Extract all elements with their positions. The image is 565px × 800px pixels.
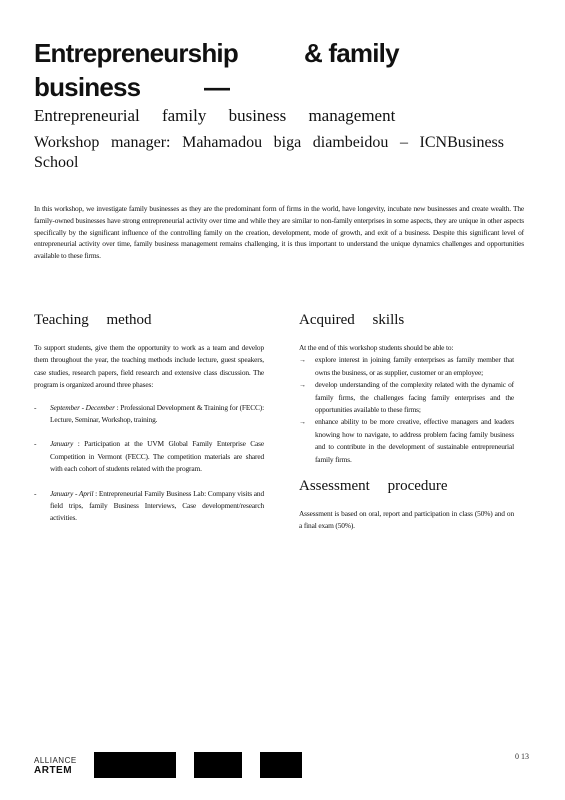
acquired-skills-heading: Acquired skills bbox=[299, 312, 405, 328]
page-number: 0 13 bbox=[515, 752, 529, 761]
assessment-heading: Assessment procedure bbox=[299, 478, 448, 495]
teaching-method-intro: To support students, give them the opportunity to work as a team and develop them throughout the year, the teaching methods include lecture, guest speakers, case studies, research papers, field research and extensive class discussion. The program is organized around three phases: bbox=[34, 343, 264, 390]
alliance-artem-logo bbox=[34, 756, 77, 776]
phase-text: : Participation at the UVM Global Family Enterprise Case Competition in Vermont (FECC). The competition materials are shared with each cohort of students related with the program. bbox=[50, 439, 265, 474]
phase-item bbox=[34, 488, 264, 525]
phase-period: January - April bbox=[50, 488, 94, 498]
phase-item bbox=[34, 402, 264, 427]
redacted-block bbox=[194, 752, 242, 778]
teaching-method-section bbox=[34, 310, 264, 537]
skill-item: → enhance ability to be more creative, effective managers and leaders knowing how to navigate, to address problem facing family business and to contribute in the development of sustainable entrepreneurial family firms. bbox=[299, 416, 514, 466]
page-title bbox=[34, 36, 454, 104]
phase-period: September - December bbox=[50, 402, 115, 412]
skill-item: → develop understanding of the complexity related with the dynamic of family firms, the challenges facing family enterprises and the opportunities available to these firms; bbox=[299, 379, 514, 416]
phase-text: : Entrepreneurial Family Business Lab: Company visits and field trips, family Business Interviews, Case development/research activities. bbox=[50, 488, 265, 523]
title-line-2: business bbox=[34, 72, 141, 102]
acquired-skills-intro: At the end of this workshop students should be able to: bbox=[299, 343, 454, 352]
phase-list bbox=[34, 402, 264, 525]
logo-bottom-text: ARTEM bbox=[34, 765, 73, 776]
title-line-1: Entrepreneurship bbox=[34, 38, 238, 68]
redacted-block bbox=[94, 752, 176, 778]
title-dash: — bbox=[204, 72, 230, 102]
teaching-method-heading: Teaching method bbox=[34, 312, 152, 328]
phase-text: : Professional Development & Training for (FECC): Lecture, Seminar, Workshop, training. bbox=[50, 402, 264, 425]
page-subtitle: Entrepreneurial family business management bbox=[34, 106, 396, 125]
assessment-section bbox=[299, 476, 514, 533]
logo-top-text: ALLIANCE bbox=[34, 756, 77, 765]
phase-item bbox=[34, 438, 264, 475]
skill-item: → explore interest in joining family enterprises as family member that owns the business, or as supplier, customer or an employee; bbox=[299, 354, 514, 379]
redacted-block bbox=[260, 752, 302, 778]
intro-paragraph: In this workshop, we investigate family businesses as they are the predominant form of firms in the world, have longevity, incubate new businesses and create wealth. The family-owned businesses have strong entrepreneurial activity over time and while they are similar to non-family enterprises in some aspects, they are unique in other aspects specifically by the significant influence of the controlling family on the creation, development, mode of growth, and exit of a business. Despite this significant level of entrepreneurial activity over time, family business management remains challenging, it is thus important to understand the unique dynamics challenges and opportunities available to these firms. bbox=[34, 204, 524, 260]
workshop-manager: Workshop manager: Mahamadou biga diambeidou – ICNBusiness School bbox=[34, 134, 504, 171]
title-ampersand-family: & family bbox=[304, 38, 399, 68]
assessment-text: Assessment is based on oral, report and participation in class (50%) and on a final exam (50%). bbox=[299, 509, 514, 531]
skills-list bbox=[299, 354, 514, 466]
phase-period: January bbox=[50, 439, 74, 449]
acquired-skills-section bbox=[299, 310, 514, 533]
